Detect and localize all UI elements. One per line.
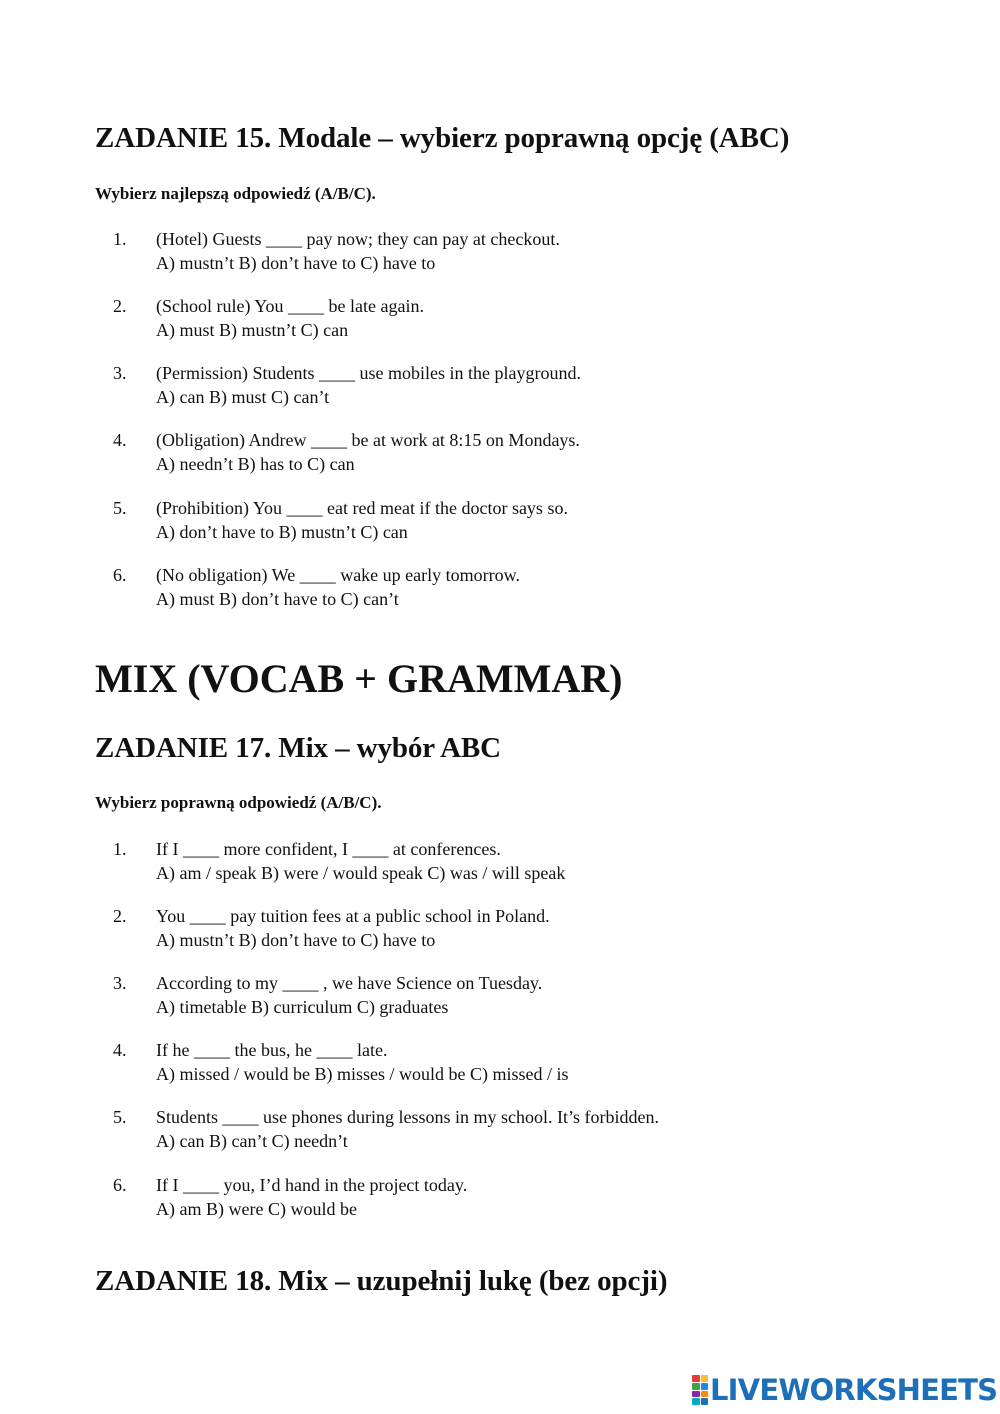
question-stem: If he ____ the bus, he ____ late. — [156, 1040, 388, 1060]
question-stem: (Permission) Students ____ use mobiles in the playground. — [156, 363, 581, 383]
question-options: A) am B) were C) would be — [156, 1199, 357, 1219]
question-number: 6. — [113, 565, 127, 585]
question-number: 3. — [113, 363, 127, 383]
section-15-title: ZADANIE 15. Modale – wybierz poprawną opcję (ABC) — [95, 122, 790, 154]
question-stem: According to my ____ , we have Science on Tuesday. — [156, 973, 543, 993]
question-number: 2. — [113, 296, 127, 316]
section-15-instruction: Wybierz najlepszą odpowiedź (A/B/C). — [95, 184, 376, 203]
question-options: A) missed / would be B) misses / would be C) missed / is — [156, 1064, 569, 1084]
question-options: A) must B) don’t have to C) can’t — [156, 589, 399, 609]
question-number: 5. — [113, 498, 127, 518]
question-stem: If I ____ more confident, I ____ at conferences. — [156, 839, 501, 859]
question-options: A) mustn’t B) don’t have to C) have to — [156, 930, 436, 950]
question-options: A) don’t have to B) mustn’t C) can — [156, 522, 408, 542]
question-options: A) can B) must C) can’t — [156, 387, 330, 407]
question-stem: (Hotel) Guests ____ pay now; they can pay at checkout. — [156, 229, 560, 249]
question-number: 5. — [113, 1107, 127, 1127]
question-stem: (Prohibition) You ____ eat red meat if the doctor says so. — [156, 498, 568, 518]
question-options: A) can B) can’t C) needn’t — [156, 1131, 348, 1151]
question-number: 4. — [113, 1040, 127, 1060]
liveworksheets-logo-icon — [692, 1375, 708, 1405]
section-18-title: ZADANIE 18. Mix – uzupełnij lukę (bez opcji) — [95, 1265, 668, 1297]
question-number: 3. — [113, 973, 127, 993]
question-number: 2. — [113, 906, 127, 926]
question-stem: (No obligation) We ____ wake up early tomorrow. — [156, 565, 520, 585]
question-options: A) needn’t B) has to C) can — [156, 454, 355, 474]
question-options: A) timetable B) curriculum C) graduates — [156, 997, 449, 1017]
question-options: A) am / speak B) were / would speak C) was / will speak — [156, 863, 566, 883]
section-17-title: ZADANIE 17. Mix – wybór ABC — [95, 732, 502, 764]
question-options: A) mustn’t B) don’t have to C) have to — [156, 253, 436, 273]
liveworksheets-logo — [692, 1373, 997, 1407]
section-17-instruction: Wybierz poprawną odpowiedź (A/B/C). — [95, 793, 382, 812]
question-stem: (Obligation) Andrew ____ be at work at 8:15 on Mondays. — [156, 430, 580, 450]
question-number: 1. — [113, 839, 127, 859]
question-stem: If I ____ you, I’d hand in the project today. — [156, 1175, 468, 1195]
logo-text: LIVEWORKSHEETS — [710, 1373, 998, 1407]
question-number: 6. — [113, 1175, 127, 1195]
question-stem: (School rule) You ____ be late again. — [156, 296, 424, 316]
question-number: 4. — [113, 430, 127, 450]
question-stem: You ____ pay tuition fees at a public school in Poland. — [156, 906, 550, 926]
question-options: A) must B) mustn’t C) can — [156, 320, 349, 340]
question-stem: Students ____ use phones during lessons in my school. It’s forbidden. — [156, 1107, 659, 1127]
mix-heading: MIX (VOCAB + GRAMMAR) — [95, 656, 623, 701]
question-number: 1. — [113, 229, 127, 249]
